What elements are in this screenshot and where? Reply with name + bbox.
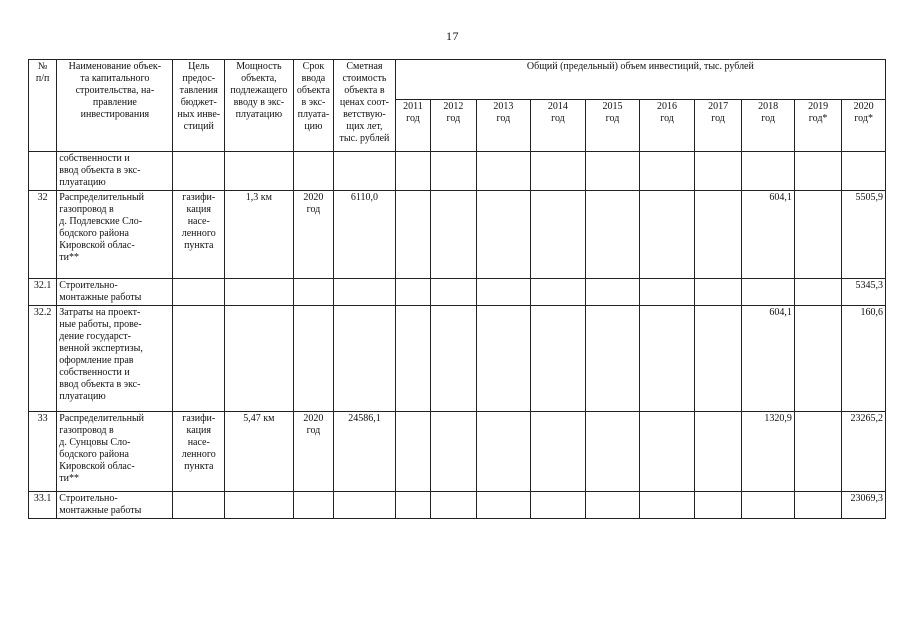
row-year-value — [476, 306, 531, 412]
row-year-value — [431, 492, 476, 519]
row-year-value — [395, 412, 430, 492]
row-capacity — [225, 306, 294, 412]
header-year: 2019 год* — [794, 100, 841, 152]
header-row-main — [29, 60, 886, 100]
header-year: 2015 год — [585, 100, 640, 152]
table-row — [29, 412, 886, 492]
row-year-value — [794, 306, 841, 412]
row-num: 32.1 — [29, 279, 57, 306]
header-year: 2017 год — [694, 100, 741, 152]
header-capacity: Мощность объекта, подлежащего вводу в экс- плуатацию — [225, 60, 294, 152]
header-year: 2014 год — [531, 100, 586, 152]
row-year-value: 604,1 — [742, 306, 795, 412]
header-year: 2016 год — [640, 100, 695, 152]
row-num: 33 — [29, 412, 57, 492]
row-year-value — [585, 191, 640, 279]
header-investment-total: Общий (предельный) объем инвестиций, тыс. рублей — [395, 60, 885, 100]
row-year-value: 5505,9 — [842, 191, 886, 279]
row-year-value — [395, 306, 430, 412]
row-capacity: 1,3 км — [225, 191, 294, 279]
header-deadline: Срок ввода объекта в экс- плуата- цию — [293, 60, 333, 152]
header-purpose: Цель предос- тавления бюджет- ных инве- стиций — [173, 60, 225, 152]
row-capacity: 5,47 км — [225, 412, 294, 492]
row-purpose — [173, 306, 225, 412]
row-purpose — [173, 492, 225, 519]
row-year-value — [476, 191, 531, 279]
row-year-value — [842, 152, 886, 191]
row-year-value — [395, 152, 430, 191]
table-row — [29, 492, 886, 519]
row-year-value — [531, 152, 586, 191]
row-year-value — [395, 492, 430, 519]
row-year-value — [476, 412, 531, 492]
row-year-value — [640, 191, 695, 279]
row-year-value: 1320,9 — [742, 412, 795, 492]
row-year-value — [640, 306, 695, 412]
row-year-value — [476, 492, 531, 519]
row-year-value — [476, 279, 531, 306]
table-row — [29, 191, 886, 279]
header-year: 2012 год — [431, 100, 476, 152]
row-name: Затраты на проект- ные работы, прове- дение государст- венной экспертизы, оформление прав собственности и ввод объекта в экс- плуатацию — [57, 306, 173, 412]
row-year-value — [476, 152, 531, 191]
row-year-value — [431, 191, 476, 279]
row-name: Распределительный газопровод в д. Сунцовы Сло- бодского района Кировской облас- ти** — [57, 412, 173, 492]
row-cost — [334, 492, 396, 519]
header-num: № п/п — [29, 60, 57, 152]
investment-table — [28, 59, 886, 519]
row-year-value — [742, 152, 795, 191]
row-purpose — [173, 152, 225, 191]
row-year-value — [694, 152, 741, 191]
row-capacity — [225, 279, 294, 306]
row-year-value — [585, 306, 640, 412]
row-name: Строительно- монтажные работы — [57, 279, 173, 306]
header-year: 2013 год — [476, 100, 531, 152]
row-num: 32.2 — [29, 306, 57, 412]
row-cost: 6110,0 — [334, 191, 396, 279]
header-name: Наименование объек- та капитального строительства, на- правление инвестирования — [57, 60, 173, 152]
row-year-value — [640, 279, 695, 306]
row-deadline: 2020 год — [293, 412, 333, 492]
row-year-value — [742, 279, 795, 306]
row-year-value — [531, 492, 586, 519]
table-row — [29, 306, 886, 412]
row-year-value — [694, 492, 741, 519]
row-year-value — [794, 412, 841, 492]
header-cost: Сметная стоимость объекта в ценах соот- ветствую- щих лет, тыс. рублей — [334, 60, 396, 152]
row-num: 33.1 — [29, 492, 57, 519]
row-year-value — [431, 412, 476, 492]
row-cost: 24586,1 — [334, 412, 396, 492]
header-year: 2011 год — [395, 100, 430, 152]
row-year-value — [694, 279, 741, 306]
row-purpose: газифи- кация насе- ленного пункта — [173, 191, 225, 279]
row-year-value — [585, 492, 640, 519]
row-year-value — [742, 492, 795, 519]
row-year-value — [585, 279, 640, 306]
row-deadline — [293, 306, 333, 412]
row-year-value — [531, 279, 586, 306]
row-cost — [334, 152, 396, 191]
header-year: 2020 год* — [842, 100, 886, 152]
row-year-value: 160,6 — [842, 306, 886, 412]
row-year-value — [794, 279, 841, 306]
row-name: собственности и ввод объекта в экс- плуатацию — [57, 152, 173, 191]
row-cost — [334, 306, 396, 412]
row-year-value — [585, 152, 640, 191]
row-year-value — [431, 152, 476, 191]
row-deadline: 2020 год — [293, 191, 333, 279]
row-year-value — [531, 306, 586, 412]
row-year-value — [794, 152, 841, 191]
row-year-value — [531, 191, 586, 279]
row-deadline — [293, 279, 333, 306]
row-purpose: газифи- кация насе- ленного пункта — [173, 412, 225, 492]
row-purpose — [173, 279, 225, 306]
row-year-value: 23069,3 — [842, 492, 886, 519]
row-capacity — [225, 152, 294, 191]
row-year-value — [585, 412, 640, 492]
table-row — [29, 279, 886, 306]
row-name: Распределительный газопровод в д. Подлевские Сло- бодского района Кировской облас- ти** — [57, 191, 173, 279]
row-year-value — [794, 492, 841, 519]
row-year-value — [395, 191, 430, 279]
row-capacity — [225, 492, 294, 519]
row-name: Строительно- монтажные работы — [57, 492, 173, 519]
row-year-value — [640, 412, 695, 492]
row-year-value: 23265,2 — [842, 412, 886, 492]
page-number: 17 — [446, 29, 459, 43]
row-year-value — [395, 279, 430, 306]
row-deadline — [293, 492, 333, 519]
row-year-value — [431, 279, 476, 306]
row-num: 32 — [29, 191, 57, 279]
row-year-value — [694, 306, 741, 412]
row-year-value — [640, 152, 695, 191]
row-cost — [334, 279, 396, 306]
row-deadline — [293, 152, 333, 191]
row-year-value — [694, 412, 741, 492]
header-year: 2018 год — [742, 100, 795, 152]
row-year-value: 604,1 — [742, 191, 795, 279]
row-year-value — [431, 306, 476, 412]
row-year-value: 5345,3 — [842, 279, 886, 306]
row-year-value — [531, 412, 586, 492]
row-year-value — [694, 191, 741, 279]
row-year-value — [794, 191, 841, 279]
table-row — [29, 152, 886, 191]
row-num — [29, 152, 57, 191]
row-year-value — [640, 492, 695, 519]
